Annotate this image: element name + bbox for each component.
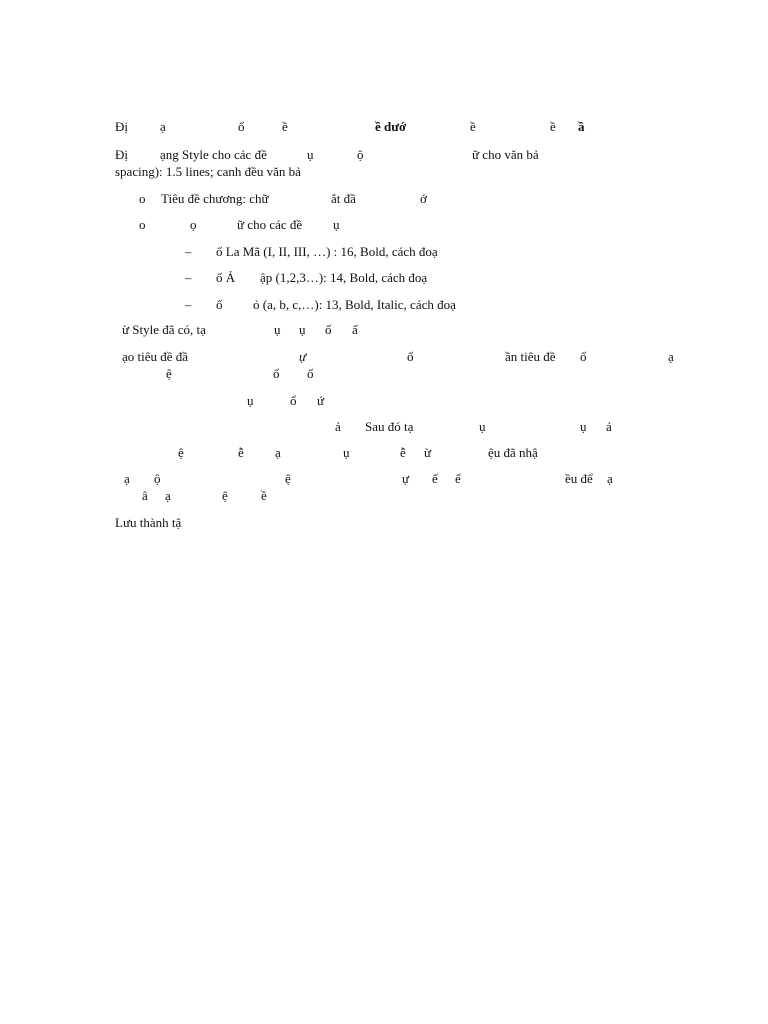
para-fragment: ế xyxy=(455,471,461,486)
para-fragment: ụ xyxy=(274,322,281,337)
para-fragment: ễ xyxy=(238,445,244,460)
para-fragment: ề xyxy=(261,488,267,503)
para-fragment: ổ xyxy=(325,322,332,337)
sub-item-fragment: ố xyxy=(216,297,223,312)
list-item-fragment: ớ xyxy=(420,191,427,206)
para-fragment: ạ xyxy=(124,471,130,486)
sub-bullet-marker: – xyxy=(185,244,192,259)
heading-part: ề xyxy=(470,119,476,134)
heading-part: ề xyxy=(282,119,288,134)
para-fragment: ạ xyxy=(165,488,171,503)
list-item-fragment: ắt đầ xyxy=(331,191,356,206)
para-fragment: ụ xyxy=(580,419,587,434)
list-item-fragment: Tiêu đề chương: chữ xyxy=(161,191,269,206)
para-fragment: ấ xyxy=(352,322,358,337)
list-item-fragment: ụ xyxy=(333,217,340,232)
para-fragment: ệ xyxy=(178,445,184,460)
para-fragment: Sau đó tạ xyxy=(365,419,414,434)
para-fragment: ụ xyxy=(343,445,350,460)
para-fragment: ễ xyxy=(400,445,406,460)
sub-item-fragment: ỏ (a, b, c,…): 13, Bold, Italic, cách đoạ xyxy=(253,297,456,312)
para-line: Lưu thành tậ xyxy=(115,515,182,530)
heading-part: ổ xyxy=(238,119,245,134)
para-fragment: ệ xyxy=(222,488,228,503)
para-fragment: ần tiêu đề xyxy=(505,349,556,364)
para-fragment: ố xyxy=(407,349,414,364)
bullet-marker: o xyxy=(139,217,146,232)
heading-part: Đị xyxy=(115,119,128,134)
para-fragment: ệu đã nhậ xyxy=(488,445,538,460)
para-fragment: ổ xyxy=(290,393,297,408)
para-fragment: ổ xyxy=(273,366,280,381)
para-fragment: ạng Style cho các đề xyxy=(160,147,267,162)
para-fragment: ả xyxy=(335,419,341,434)
sub-bullet-marker: – xyxy=(185,270,192,285)
para-fragment: ộ xyxy=(357,147,364,162)
list-item-fragment: ữ cho các đề xyxy=(237,217,303,232)
para-fragment: ự xyxy=(299,349,307,364)
para-fragment: ố xyxy=(307,366,314,381)
para-fragment: ều để xyxy=(565,471,593,486)
para-fragment: ụ xyxy=(307,147,314,162)
para-fragment: ạo tiêu đề đầ xyxy=(122,349,189,364)
para-line: spacing): 1.5 lines; canh đều văn bả xyxy=(115,164,301,179)
para-fragment: ạ xyxy=(668,349,674,364)
para-fragment: ộ xyxy=(154,471,161,486)
para-fragment: ụ xyxy=(247,393,254,408)
para-fragment: ự xyxy=(402,471,410,486)
sub-item-fragment: ố Ả xyxy=(216,270,236,285)
para-fragment: ừ xyxy=(424,445,432,460)
para-fragment: Đị xyxy=(115,147,128,162)
para-fragment: ệ xyxy=(166,366,172,381)
sub-bullet-marker: – xyxy=(185,297,192,312)
para-fragment: ứ xyxy=(317,393,325,408)
para-fragment: ữ cho văn bả xyxy=(472,147,539,162)
para-fragment: ụ xyxy=(299,322,306,337)
heading-part: ề xyxy=(550,119,556,134)
para-fragment: ố xyxy=(580,349,587,364)
para-fragment: ả xyxy=(606,419,612,434)
heading-part: ề dướ xyxy=(375,119,407,134)
para-fragment: â xyxy=(142,488,148,503)
bullet-marker: o xyxy=(139,191,146,206)
para-fragment: ạ xyxy=(607,471,613,486)
sub-item-fragment: ập (1,2,3…): 14, Bold, cách đoạ xyxy=(260,270,428,285)
sub-item: ố La Mã (I, II, III, …) : 16, Bold, cách đoạ xyxy=(216,244,438,259)
heading-part: ầ xyxy=(578,119,585,134)
para-fragment: ế xyxy=(432,471,438,486)
para-fragment: ạ xyxy=(275,445,281,460)
para-fragment: ệ xyxy=(285,471,291,486)
para-fragment: ừ Style đã có, tạ xyxy=(122,322,206,337)
list-item-fragment: ọ xyxy=(190,217,197,232)
para-fragment: ụ xyxy=(479,419,486,434)
heading-part: ạ xyxy=(160,119,166,134)
